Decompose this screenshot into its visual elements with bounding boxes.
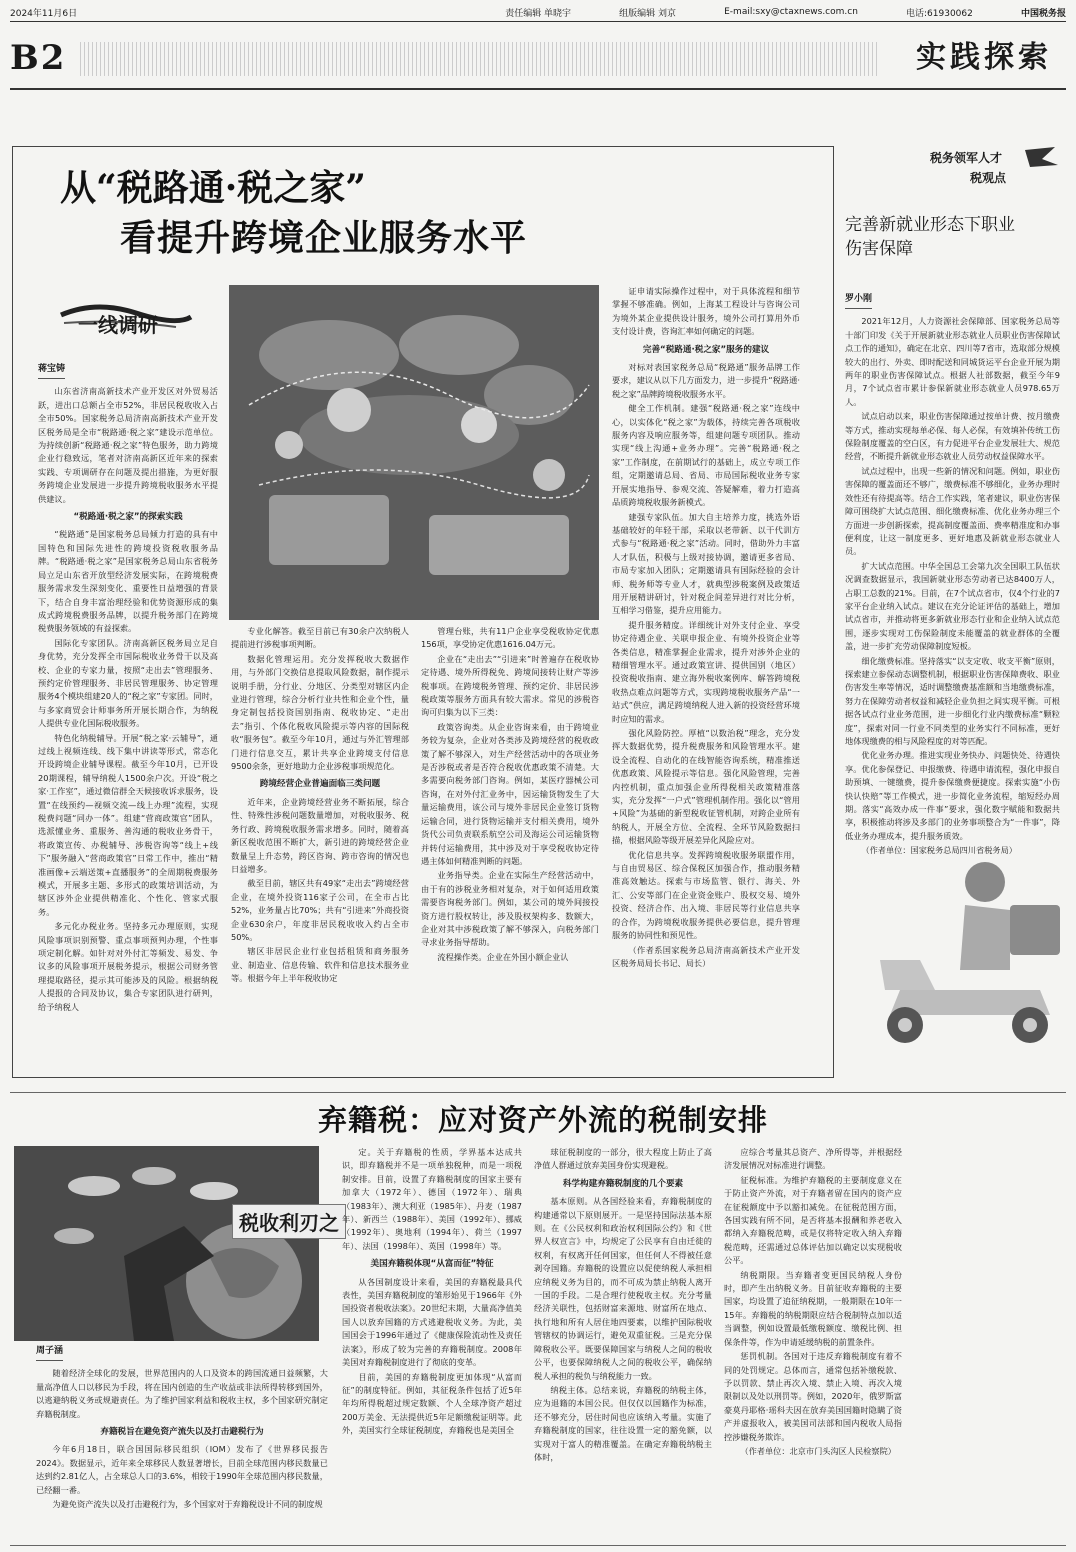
subheading: 科学构建弃籍税制度的几个要素 [562, 1178, 684, 1189]
main-article-title-line2: 看提升跨境企业服务水平 [120, 217, 528, 259]
side-article-title-line2: 伤害保障 [845, 239, 913, 259]
main-article-column-3 [421, 625, 599, 1065]
main-article-column-1 [38, 362, 218, 1067]
subheading: “税路通·税之家”的探索实践 [73, 512, 183, 523]
paragraph: 强化风险防控。厚植“以数治税”理念，充分发挥大数据优势，提升税费服务和风险管理水平。建设全流程、自动化的在线智能咨询系统，精准推送优惠政策、风险提示等信息。强化风险管理，完善内控机制，重点加强企业所得税相关政策精准落实，充分发挥“一户式”管理机制作用。强化以“管用+风险”为基础的新型税收征管机制，对跨企业所有纳税人，开展全方位、全流程、全环节风险数据扫描，根据风险等级开展差异化风险应对。 [612, 728, 800, 846]
paragraph: 惩罚机制。各国对于违反弃籍税制度有着不同的处罚规定。总体而言，通常包括补缴税款、予以罚款、禁止再次入境、禁止入境、再次入境限制以及处以刑罚等。例如，2020年，俄罗斯富豪莫丹耶格·瑶科夫因在放弃美国国籍时隐瞒了资产并虚报收入，被美国司法部和国内税收人局指控涉嫌税务欺诈。 [724, 1351, 902, 1442]
section-title: 实践探索 [916, 40, 1052, 75]
paragraph: 多元化办税业务。坚持多元办理原则，实现风险事项识别预警、重点事项预判办理，个性事项定制化解。如针对对外付汇等频发、易发、争议多的风险事项开展税务提示，根据公司财务管理提取路径，提示其可能涉及的风险。根据纳税人提报的合同及协议，集合专家团队进行研判，给予纳税人 [38, 921, 218, 1012]
paragraph: 从各国制度设计来看，美国的弃籍税最具代表性，美国弃籍税制度的雏形始见于1966年《外国投资者税收法案》。20世纪末期，大量高净值美国人以放弃国籍的方式逃避税收义务。为此，美国国会于1996年通过了《健康保险流动性及责任法案》，形成了较为完善的弃籍税制度。2008年美国对弃籍税制度进行了彻底的变革。 [342, 1276, 522, 1368]
paragraph: 基本原则。从各国经验来看，弃籍税制度的构建通常以下原则展开。一是坚持国际法基本原则。在《公民权利和政治权利国际公约》和《世界人权宣言》中，均规定了公民享有自由迁徙的权利，有权离开任何国家，但任何人不得被任意剥夺国籍。弃籍税的设置应以促使纳税人承担相应纳税义务为目的，而不可成为禁止纳税人离开一国的手段。二是合理行使税收主权。充分考量经济关联性，包括财富来源地、财富所在地点、执行地和所有人居住地四要素，以维护国际税收管辖权的协调运行，避免双重征税。三是充分保障税收公平。既要保障国家与纳税人之间的税收公平，也要保障纳税人之间的税收公平，确保纳税人承担的税负与纳税能力一致。 [534, 1196, 712, 1381]
paragraph: 为避免资产流失以及打击避税行为，多个国家对于弃籍税设计不同的制度规 [52, 1499, 323, 1510]
main-article-column-4 [612, 285, 800, 1065]
paragraph: 政策咨询类。从企业咨询来看，由于跨境业务较为复杂，企业对各类涉及跨境经营的税收政策了解不够深入，对生产经营活动中的各项业务是否涉税或者是否符合税收优惠政策不清楚。大多需要向税务部门咨询。例如，某医疗器械公司咨询，在对外付汇业务中，因运输货物发生了大量运输费用，该公司与境外非居民企业签订货物运输合同，进行货物运输并支付相关费用，境外货代公司负责联系航空公司及海运公司运输货物并转付运输费用，其中涉及对于享受税收协定待遇主体如何精准判断的问题。 [421, 721, 599, 866]
paragraph: 优化业务办理。推进实现业务快办、问题快处、待遇快享。优化参保登记、申报缴费、待遇申请流程，强化申报自助预填、一键缴费，提升参保缴费便捷度。探索实施“小伤快认快赔”等工作模式，进一步简化业务流程，缩短经办周期。落实“高效办成一件事”要求，强化数字赋能和数据共享，积极推动将涉及多部门的业务事项整合为“一件事”，降低业务办理成本，提升服务质效。 [845, 750, 1060, 841]
subheading: 跨境经营企业普遍面临三类问题 [259, 779, 381, 790]
paragraph: 特色化纳税辅导。开展“税之家·云辅导”，通过线上视频连线、线下集中讲读等形式，常态化开设跨境企业辅导课程。截至今年10月，已开设20期课程，辅导纳税人1500余户次。开设“税之家·工作室”，通过微信群全天候接收诉求服务，设置“在线预约—视频交流—线上办理”流程，实现税费问题“同办一体”。组建“营商政策官”团队，选派懂业务、重服务、善沟通的税收业务骨干，将政策宣传、办税辅导、涉税咨询等“线上+线下”服务融入“营商政策官”日常工作中，推出“精准画像+云端送策+直播服务”的全周期税费服务模式，开展多主题、多形式的政策培训活动，为辖区涉外企业提供精准化、个性化、管家式服务。 [38, 732, 218, 917]
bottom-article-photo [14, 1146, 319, 1341]
bottom-article-rule [10, 1092, 1066, 1093]
paragraph: 近年来，企业跨境经营业务不断拓展，综合性、特殊性涉税问题数量增加，对税收服务、税务行政、跨境税收服务需求增多。同时，随着高新区税收范围不断扩大，新引进的跨境经营企业数量呈上升态势，跨区咨询、跨市咨询的情况也日益增多。 [231, 796, 409, 874]
paragraph: 试点过程中，出现一些新的情况和问题。例如，职业伤害保障的覆盖面还不够广，缴费标准不够细化，业务办理时效性还有待提高等。结合工作实践，笔者建议，职业伤害保障可围绕扩大试点范围、细化缴费标准、优化业务办理三个方面进一步创新探索，提高制度覆盖面、费率精准度和办事便利度，让这一制度更多、更好地惠及新就业形态就业人员。 [845, 465, 1060, 557]
paragraph: 应综合考量其总资产、净所得等，并根据经济发展情况对标准进行调整。 [724, 1147, 902, 1171]
side-column-tag-text-2: 税观点 [970, 171, 1007, 185]
page-number: B2 [10, 38, 67, 78]
paragraph: 管理台账，共有11户企业享受税收协定优惠156项，享受协定优惠1616.04万元。 [421, 626, 599, 650]
side-article-title-line1: 完善新就业形态下职业 [845, 215, 1015, 235]
side-article-title [845, 213, 1015, 261]
paragraph: 扩大试点范围。中华全国总工会第九次全国职工队伍状况调查数据显示，我国新就业形态劳动者已达8400万人，占职工总数的21%。目前，在7个试点省市，仅4个行业的7家平台企业纳入试点。建议在充分论证评估的基础上，增加试点省市，并推动将更多新就业形态行业和企业纳入试点范围，逐步实现对工伤保险制度未能覆盖的就业群体的全覆盖，进一步扩充劳动保障制度短板。 [845, 560, 1060, 652]
column-tag-badge [56, 295, 196, 350]
main-article-column-2 [231, 625, 409, 1065]
side-column-tag-text: 税务领军人才 [930, 151, 1003, 165]
paragraph: 建强专家队伍。加大自主培养力度，挑选外语基础较好的年轻干部，采取以老带新、以干代训方式参与“税路通·税之家”活动。同时，借助外力丰富人才队伍，积极与上级对接协调，邀请更多省局、市局专家加入团队；定期邀请具有国际经验的会计师、税务师等专业人才，就典型涉税案例及政策适用开展精讲研讨，针对税企间差异进行对比分析，互相学习借鉴，提升应用能力。 [612, 511, 800, 616]
paragraph: 数据化管理运用。充分发挥税收大数据作用，与外部门交换信息提取风险数据，制作提示说明手册，分行业、分地区、分类型对辖区内企业进行管理，综合分析行业共性和企业个性，量身定制包括投资国别指南、税收协定、“走出去”指引、个体化税收风险提示等内容的国际税收“服务包”。截至今年10月，通过与外汇管理部门进行信息交互，累计共享企业跨境支付信息9500余条，更好地助力企业涉税事项规范化。 [231, 653, 409, 772]
paragraph: （作者单位：国家税务总局四川省税务局） [861, 845, 1017, 856]
paragraph: 今年6月18日，联合国国际移民组织（IOM）发布了《世界移民报告2024》。数据显示，近年来全球移民人数显著增长，目前全球范围内移民数量已达到约2.81亿人，占全球总人口的3.6%，相较于1990年全球范围内移民数量，已经翻一番。 [36, 1444, 328, 1495]
main-article-author: 蒋宝铸 [38, 363, 65, 379]
paragraph: 纳税主体。总结来说，弃籍税的纳税主体，应为退籍的本国公民。但仅仅以国籍作为标准，还不够充分，居住时间也应该纳入考量。实施了弃籍税制度的国家，往往设置一定的豁免额，以实现对于富人的精准覆盖。在确定弃籍税纳税主体时， [534, 1384, 712, 1462]
paragraph: 定。关于弃籍税的性质，学界基本达成共识，即弃籍税并不是一项单独税种，而是一项税制安排。目前，设置了弃籍税制度的国家主要有加拿大（1972年）、德国（1972年）、瑞典（1983年）、澳大利亚（1985年）、丹麦（1987年）、新西兰（1988年）、美国（1992年）、挪威（1992年）、奥地利（1994年）、荷兰（1997年）、法国（1998年）、英国（1998年）等。 [342, 1147, 522, 1251]
bottom-article-column-1 [36, 1344, 328, 1542]
paragraph: 提升服务精度。详细统计对外支付企业、享受协定待遇企业、关联申报企业、有境外投资企业等各类信息，精准掌握企业需求，提升对涉外企业的精细管理水平。通过政策宣讲、提供国别（地区）投资税收指南、建立海外税收案例库、解答跨境税收热点难点问题等方式，实现跨境税收服务产品“一站式”供应，满足跨境纳税人进入新的投资经营环境时应知的需求。 [612, 619, 800, 724]
paragraph: 山东省济南高新技术产业开发区对外贸易活跃，进出口总额占全市52%，非居民税收收入占全市50%。国家税务总局济南高新技术产业开发区税务局是全市“税路通·税之家”建设示范单位。为持续创新“税路通·税之家”特色服务，助力跨境企业行稳致远，笔者对济南高新区近年来的探索实践、专项调研存在问题及提出措施，为更好服务跨境企业发展进一步提升跨境税收服务水平提供建议。 [38, 386, 218, 504]
globe-and-coins-illustration [14, 1146, 319, 1341]
delivery-rider-illustration [860, 850, 1070, 1050]
editor-credit: 责任编辑 单晓宇 [505, 8, 572, 19]
world-map-illustration [229, 285, 599, 620]
masthead-hatch [80, 42, 880, 76]
paragraph: 截至目前，辖区共有49家“走出去”跨境经营企业，在境外投资116家子公司，在全市占比52%，业务量占比70%；共有“引进来”外商投资企业630余户，年度非居民税收收入约占全市50%。 [231, 878, 409, 942]
paragraph: “税路通”是国家税务总局倾力打造的具有中国特色和国际先进性的跨境投资税收服务品牌。“税路通·税之家”是国家税务总局山东省税务局立足山东省开放型经济发展实际，在跨境税费服务需求发生深刻变化、重要性日益增强的背景下，结合自身丰富治理经验和优势资源形成的集成式跨境税费服务品牌，以提升税务部门在跨境税费服务领域的有益探索。 [38, 529, 218, 634]
bottom-article-author: 周子涵 [36, 1345, 63, 1361]
bottom-column-tag: 税收利刃之 [232, 1204, 346, 1239]
paragraph: 细化缴费标准。坚持落实“以支定收、收支平衡”原则，探索建立参保动态调整机制，根据职业伤害保障费收、职业伤害发生率等情况，适时调整缴费基准额和当地缴费标准，努力在保障劳动者权益和减轻企业负担之间实现平衡。可根据各试点行业业务范围，进一步细化行业内缴费标准“颗粒度”，探索对同一行业不同类型的业务实行不同标准，更好地体现缴费的相与风险程度的对等匹配。 [845, 655, 1060, 746]
paragraph: 健全工作机制。建强“税路通·税之家”连线中心，以实体化“税之家”为载体，持续完善各项税收服务内容及响应服务等，组建问题专项团队。推动实现“线上沟通+业务办理”。完善“税路通·税之家”工作制度，在前期试行的基础上，成立专项工作组，定期邀请总局、省局、市局国际税收业务专家开展实地指导、参观交流、答疑解难，着力打造高品质跨境税收服务新模式。 [612, 403, 800, 508]
newspaper-name: 中国税务报 [1020, 8, 1066, 19]
scooter-icon [860, 850, 1070, 1050]
paragraph: （作者单位：北京市门头沟区人民检察院） [740, 1445, 896, 1456]
header-rule [10, 21, 1066, 22]
paragraph: （作者系国家税务总局济南高新技术产业开发区税务局局长书记、局长） [612, 944, 800, 968]
issue-date: 2024年11月6日 [10, 8, 78, 19]
bottom-article-column-4 [724, 1146, 902, 1542]
paragraph: 证申请实际操作过程中，对于具体流程和细节掌握不够准确。例如，上海某工程设计与咨询公司为境外某企业提供设计服务，境外公司打算用外币支付设计费，咨询汇率如何确定的问题。 [612, 286, 800, 337]
side-article-author: 罗小刚 [845, 293, 872, 309]
contact-email: E-mail:sxy@ctaxnews.com.cn [724, 7, 858, 17]
subheading: 完善“税路通·税之家”服务的建议 [642, 344, 770, 355]
paragraph: 对标对表国家税务总局“税路通”服务品牌工作要求，建议从以下几方面发力，进一步提升“税路通·税之家”品牌跨境税收服务水平。 [612, 362, 800, 399]
paragraph: 征税标准。为维护弃籍税的主要制度意义在于防止资产外流，对于弃籍者留在国内的资产应在征税额度中予以豁扣减免。在征税范围方面，各国实践有所不同，是否将基本报酬和养老收入都纳入弃籍税范畴，或是仅将特定收入纳入弃籍税范畴，还需通过总体评估加以确定以实现税收公平。 [724, 1174, 902, 1266]
main-article-photo [229, 285, 599, 620]
bottom-article-title: 弃籍税：应对资产外流的税制安排 [318, 1103, 769, 1137]
subheading: 弃籍税旨在避免资产流失以及打击避税行为 [100, 1427, 264, 1438]
paragraph: 专业化解答。截至目前已有30余户次纳税人提前进行涉税事项判断。 [231, 626, 409, 650]
main-article-title-line1: 从“税路通·税之家” [60, 167, 366, 209]
page-header-bar [10, 5, 1066, 19]
footer-rule [10, 1545, 1066, 1546]
bottom-article-column-3 [534, 1146, 712, 1542]
paragraph: 目前，美国的弃籍税制度更加体现“从富而征”的制度特征。例如，其征税条件包括了近5年年均所得税超过规定数额、个人全球净资产超过200万美金、无法提供近5年足额缴税证明等。此外，美国实行全球征税制度，弃籍税也是美国全 [342, 1371, 522, 1436]
column-tag-text: 一线调研 [78, 313, 158, 337]
masthead-rule [10, 88, 1066, 90]
contact-phone: 电话:61930062 [906, 8, 973, 19]
paragraph: 2021年12月，人力资源社会保障部、国家税务总局等十部门印发《关于开展新就业形态就业人员职业伤害保障试点工作的通知》，确定在北京、四川等7省市，选取部分规模较大的出行、外卖、即时配送和同城货运平台企业开展为期两年的职业伤害保障试点。根据人社部数据，截至今年9月，7个试点省市累计参保新就业形态就业人员978.65万人。 [845, 316, 1060, 407]
paragraph: 业务指导类。企业在实际生产经营活动中，由于有的涉税业务相对复杂，对于如何适用政策需要咨询税务部门。例如，某公司的境外间接投资方进行股权转让，涉及股权架构多、数额大，企业对其中涉税政策了解不够深入，向税务部门寻求业务指导帮助。 [421, 870, 599, 948]
paragraph: 球征税制度的一部分，很大程度上防止了高净值人群通过放弃美国身份实现避税。 [534, 1147, 712, 1171]
paragraph: 企业在“走出去”“引进来”时普遍存在税收协定待遇、境外所得税免、跨境间接转让财产等涉税事项。在跨境税务管理、预约定价、非居民涉税政策等服务方面具有较大需求。常见的涉税咨询可归集为以下三类： [421, 653, 599, 718]
paragraph: 纳税期限。当弃籍者变更国民纳税人身份时，即产生出纳税义务。目前征收弃籍税的主要国家，均设置了追征纳税期，一般期限在10年一15年。弃籍税的纳税期限应结合税制特点加以适当调整，例如设置最低缴税额度、缴税比例、担保条件等，作为申请延缓纳税的前置条件。 [724, 1269, 902, 1347]
subheading: 美国弃籍税体现“从富而征”特征 [370, 1259, 494, 1270]
paragraph: 流程操作类。企业在外国小额企业认 [437, 951, 569, 962]
bottom-article-column-2 [342, 1146, 522, 1542]
layout-credit: 组版编辑 刘京 [619, 8, 677, 19]
paragraph: 辖区非居民企业行业包括租赁和商务服务业、制造业、信息传输、软件和信息技术服务业等。根据今年上半年税收协定 [231, 946, 409, 984]
paragraph: 国际化专家团队。济南高新区税务局立足自身优势，充分发挥全市国际税收业务骨干以及高校、企业的专家力量，按照“走出去”管理服务、预约定价管理服务、非居民管理服务、协定管理服务4个模块组建20人的“税之家”专家团。同时，与多家商贸会计师事务所开展长期合作，为纳税人提供专业化国际税收服务。 [38, 637, 218, 729]
paragraph: 优化信息共享。发挥跨境税收服务联盟作用，与自由贸易区、综合保税区加强合作，推动服务精准高效触达。探索与市场监管、银行、海关、外汇、公安等部门在企业资金账户、股权交易、境外投资、经济合作、出入境、非居民等行业信息共享的合作，为跨境税收服务提供必要信息，提升管理服务的协同性和预见性。 [612, 849, 800, 941]
paragraph: 随着经济全球化的发展，世界范围内的人口及资本的跨国流通日益频繁，大量高净值人口以移民为手段，将在国内创造的生产收益或非法所得转移到国外，以逃避纳税义务或规避责任。为了维护国家利益和税收主权，多个国家研究制定弃籍税制度。 [36, 1368, 328, 1419]
side-column-tag [930, 145, 1060, 190]
paragraph: 试点启动以来，职业伤害保障通过按单计费、按月缴费等方式，推动实现每单必保、每人必保，有效填补传统工伤保险制度覆盖的空白区，有力促进平台企业发展壮大、规范经营，不断提升新就业形态就业人员劳动权益保障水平。 [845, 411, 1060, 462]
